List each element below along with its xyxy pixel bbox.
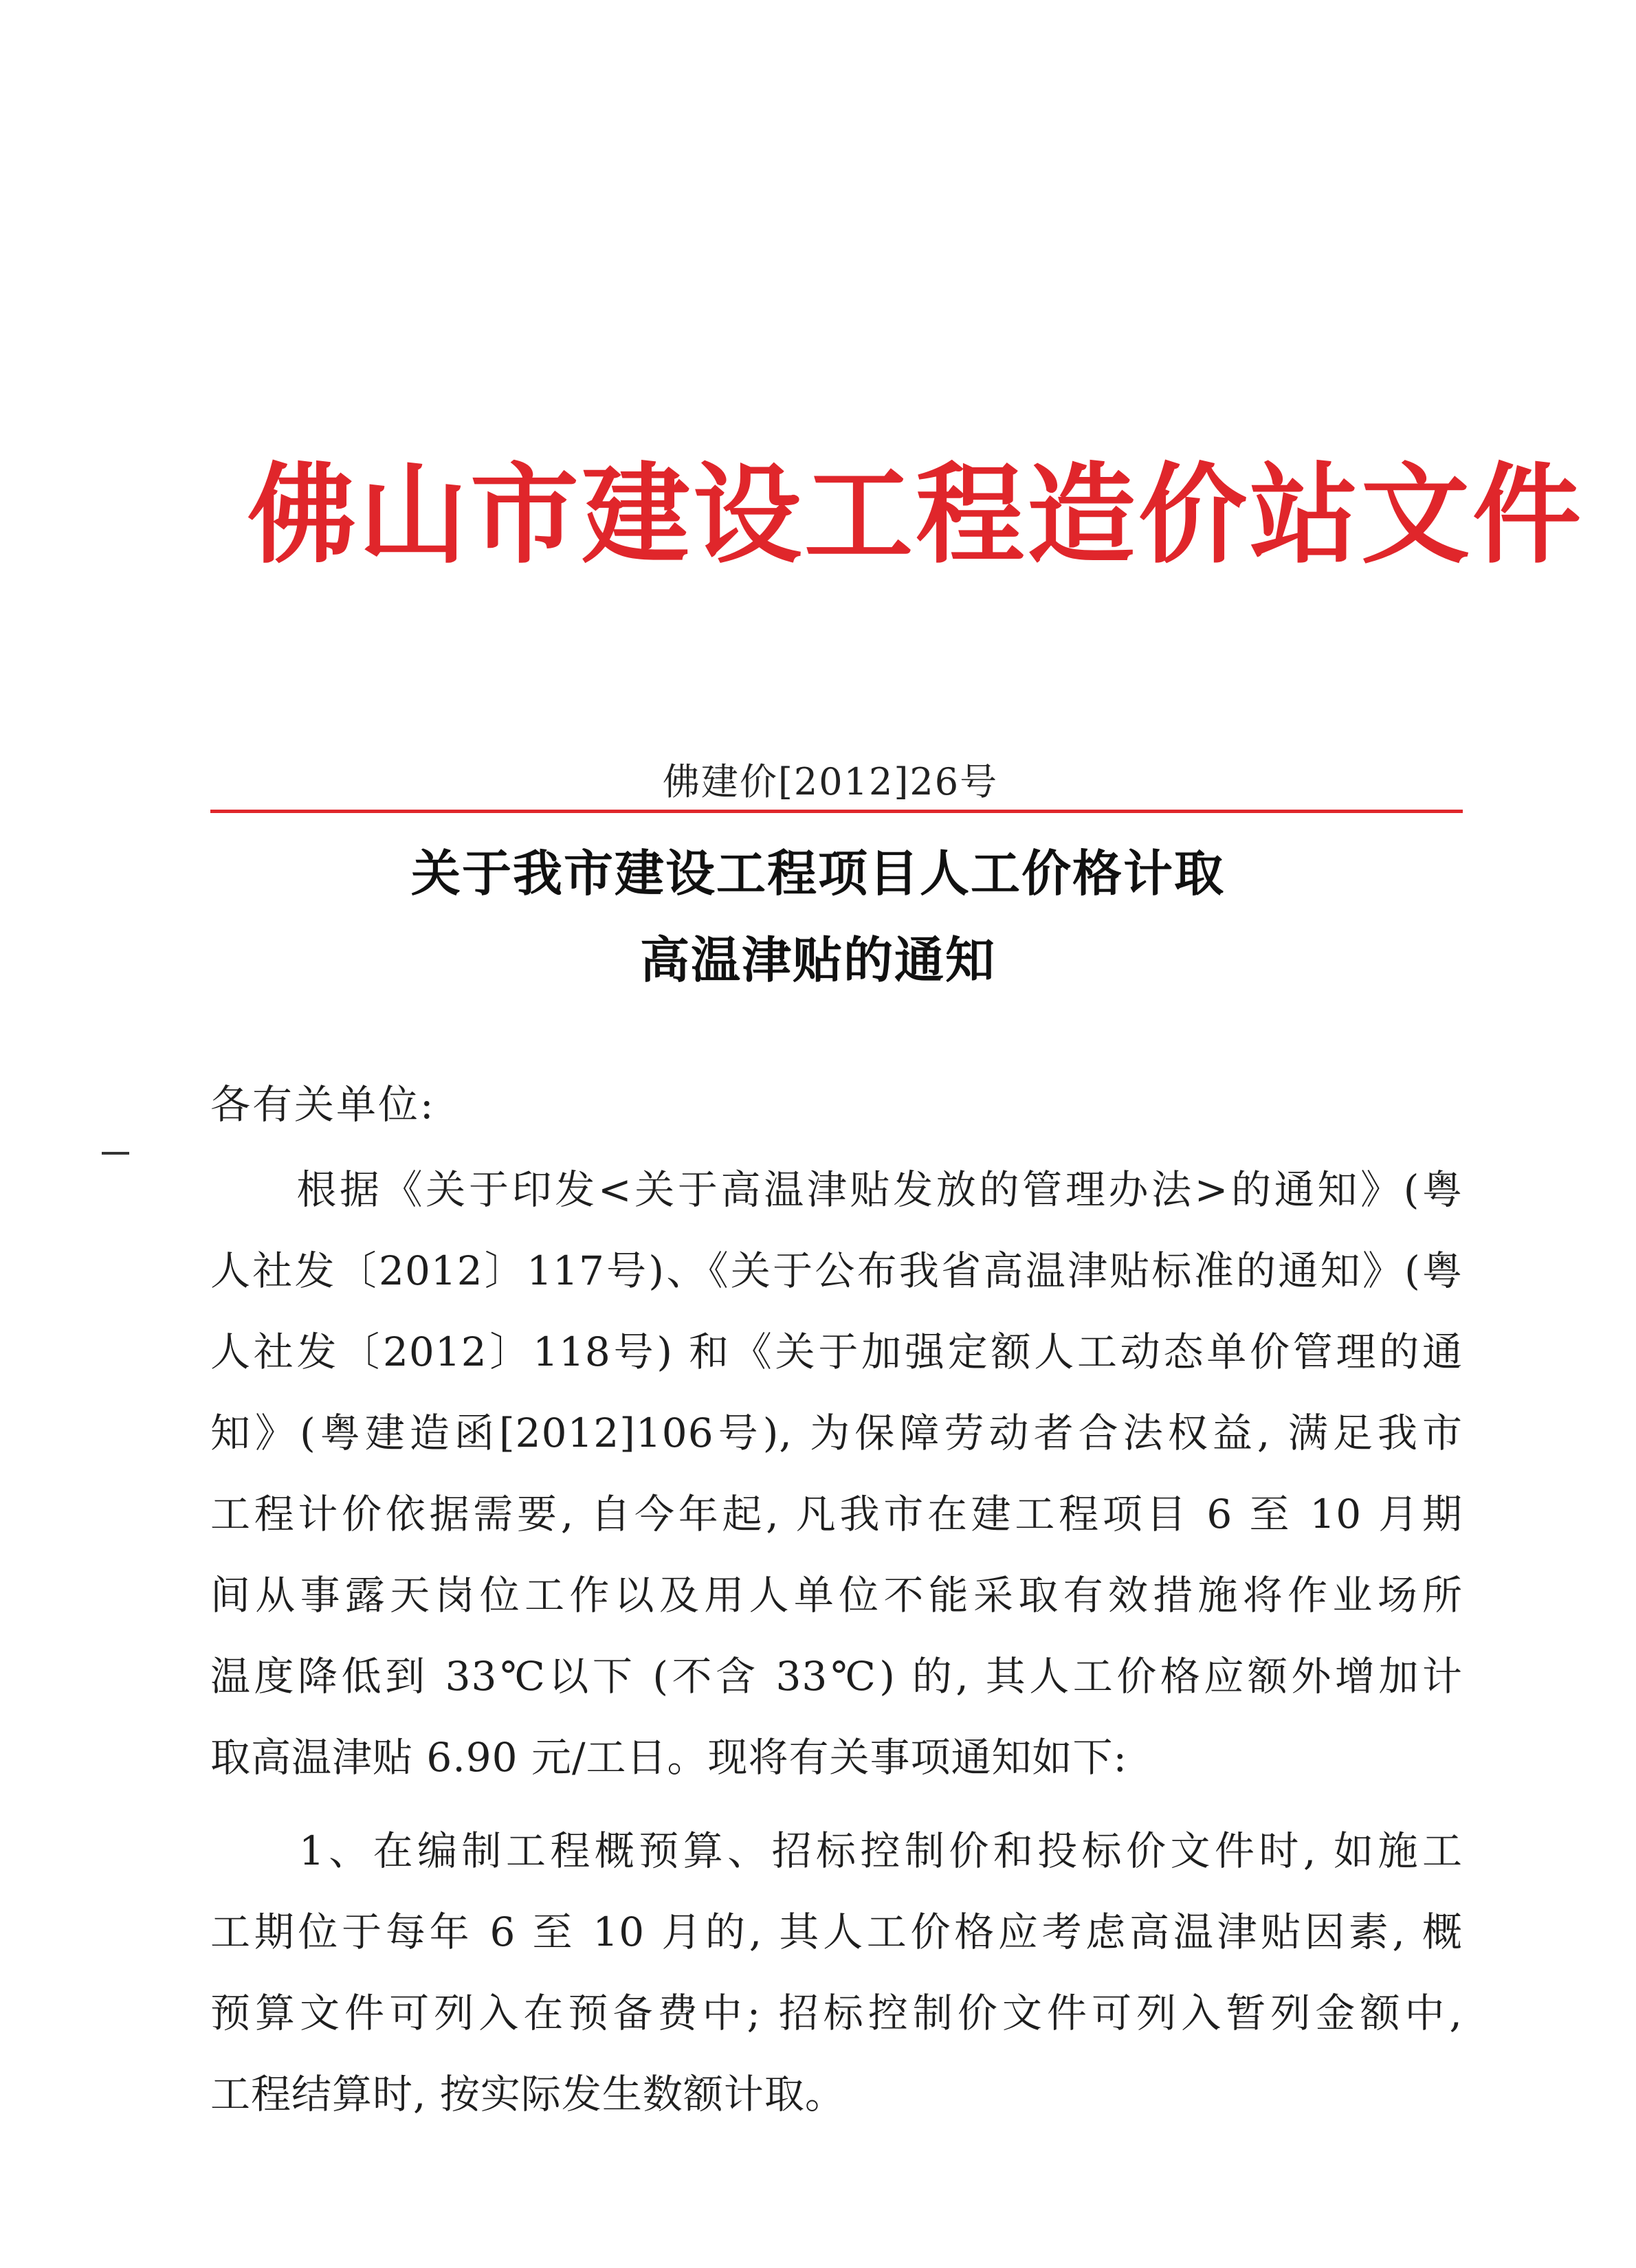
- notice-title-line-1: 关于我市建设工程项目人工价格计取: [410, 845, 1225, 902]
- paragraph-line: 人社发〔2012〕117号)、《关于公布我省高温津贴标准的通知》(粤: [210, 1247, 1463, 1294]
- paragraph-line: 工程计价依据需要, 自今年起, 凡我市在建工程项目 6 至 10 月期: [210, 1491, 1463, 1537]
- salutation: 各有关单位:: [210, 1081, 436, 1128]
- paragraph-line: 取高温津贴 6.90 元/工日。现将有关事项通知如下:: [210, 1734, 1128, 1781]
- paragraph-line: 温度降低到 33℃以下 (不含 33℃) 的, 其人工价格应额外增加计: [210, 1653, 1463, 1700]
- paragraph-line: 预算文件可列入在预备费中; 招标控制价文件可列入暂列金额中,: [210, 1990, 1463, 2036]
- paragraph-line: 工程结算时, 按实际发生数额计取。: [210, 2071, 845, 2117]
- masthead-title: 佛山市建设工程造价站文件: [247, 452, 1584, 579]
- red-divider-rule: [210, 810, 1463, 813]
- notice-title-line-2: 高温津贴的通知: [639, 931, 996, 989]
- notice-title: [0, 830, 1636, 1003]
- scan-mark: [102, 1152, 129, 1155]
- paragraph-line: 1、在编制工程概预算、招标控制价和投标价文件时, 如施工: [210, 1827, 1463, 1874]
- paragraph-line: 间从事露天岗位工作以及用人单位不能采取有效措施将作业场所: [210, 1572, 1463, 1619]
- document-number: 佛建价[2012]26号: [662, 760, 999, 803]
- paragraph-line: 知》(粤建造函[2012]106号), 为保障劳动者合法权益, 满足我市: [210, 1410, 1463, 1456]
- paragraph-line: 人社发〔2012〕118号) 和《关于加强定额人工动态单价管理的通: [210, 1328, 1463, 1375]
- paragraph-line: 工期位于每年 6 至 10 月的, 其人工价格应考虑高温津贴因素, 概: [210, 1909, 1463, 1955]
- paragraph-line: 根据《关于印发<关于高温津贴发放的管理办法>的通知》(粤: [210, 1166, 1463, 1213]
